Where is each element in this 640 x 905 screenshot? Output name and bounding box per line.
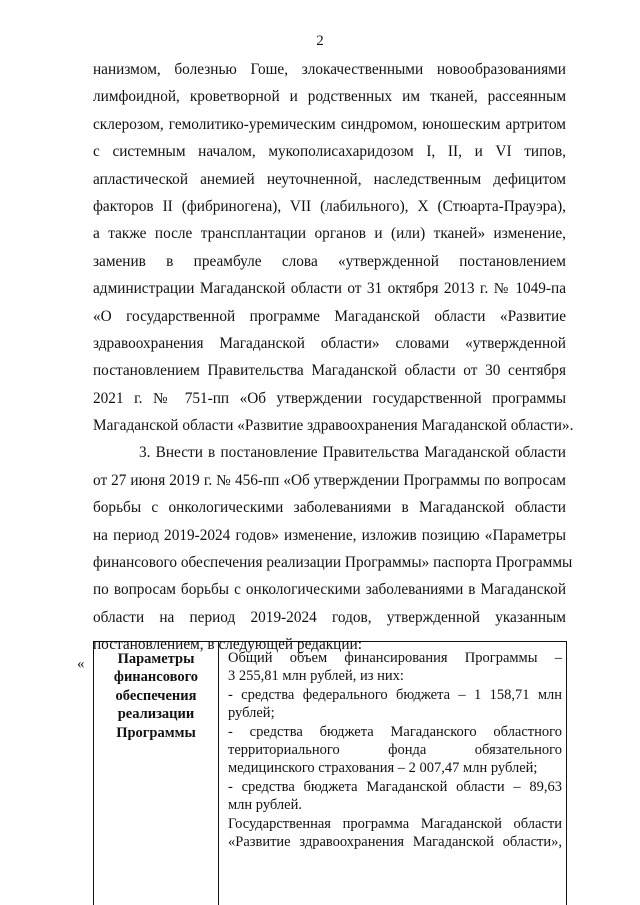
- value-line: 3 255,81 млн рублей, из них:: [228, 668, 404, 685]
- value-line: медицинского страхования – 2 007,47 млн рублей;: [228, 760, 538, 777]
- text-line: 2021 г. № 751-пп «Об утверждении государственной программы: [93, 389, 566, 407]
- value-line: млн рублей.: [228, 797, 302, 814]
- label-line: Параметры: [117, 651, 195, 667]
- item-3-line: 3. Внести в постановление Правительства Магаданской области: [139, 444, 566, 462]
- page-number: 2: [316, 33, 324, 49]
- text-line: апластической анемией неуточненной, наследственным дефицитом: [93, 170, 566, 188]
- text-line: нанизмом, болезнью Гоше, злокачественными новообразованиями: [93, 61, 566, 78]
- value-line: - средства федерального бюджета – 1 158,71 млн: [228, 686, 562, 703]
- financing-parameters-table: [93, 641, 567, 905]
- text-line: «О государственной программе Магаданской области «Развитие: [93, 307, 566, 325]
- label-line: финансового: [113, 669, 199, 686]
- text-line: лимфоидной, кроветворной и родственных им тканей, рассеянным: [93, 88, 566, 106]
- item-3-line: от 27 июня 2019 г. № 456-пп «Об утверждении Программы по вопросам: [93, 471, 566, 489]
- item-3-line: области на период 2019-2024 годов, утвержденной указанным: [93, 608, 566, 626]
- table-value-cell: [219, 642, 566, 905]
- body-text: [93, 56, 574, 659]
- text-line: заменив в преамбуле слова «утвержденной постановлением: [93, 252, 566, 270]
- item-3-line: по вопросам борьбы с онкологическими заболеваниями в Магаданской: [93, 581, 566, 599]
- label-line: Программы: [116, 724, 196, 741]
- item-3-line: борьбы с онкологическими заболеваниями в Магаданской области: [93, 499, 566, 517]
- table-label-cell: [94, 642, 219, 905]
- value-line: - средства бюджета Магаданской области – 89,63: [228, 778, 562, 795]
- value-line: Общий объем финансирования Программы –: [228, 650, 562, 666]
- value-line: территориального фонда обязательного: [228, 742, 562, 759]
- text-line: Магаданской области «Развитие здравоохранения Магаданской области».: [93, 417, 574, 435]
- text-line: склерозом, гемолитико-уремическим синдромом, юношеским артритом: [93, 115, 566, 133]
- text-line: с системным началом, мукополисахаридозом I, II, и VI типов,: [93, 143, 566, 161]
- value-line: «Развитие здравоохранения Магаданской области»,: [228, 834, 562, 851]
- opening-quote: «: [77, 656, 85, 672]
- item-3-line: на период 2019-2024 годов» изменение, изложив позицию «Параметры: [93, 526, 566, 544]
- text-line: факторов II (фибриногена), VII (лабильного), X (Стюарта-Прауэра),: [93, 197, 566, 215]
- value-line: Государственная программа Магаданской области: [228, 815, 562, 832]
- text-line: а также после трансплантации органов и (или) тканей» изменение,: [93, 225, 566, 243]
- label-line: обеспечения: [115, 687, 197, 704]
- item-3-line: финансового обеспечения реализации Программы» паспорта Программы: [93, 554, 573, 572]
- text-line: постановлением Правительства Магаданской области от 30 сентября: [93, 362, 566, 380]
- value-line: - средства бюджета Магаданского областного: [228, 723, 562, 740]
- value-line: рублей;: [228, 705, 275, 722]
- item-3-line: постановлением, в следующей редакции:: [93, 636, 362, 654]
- text-line: здравоохранения Магаданской области» словами «утвержденной: [93, 334, 566, 352]
- text-line: администрации Магаданской области от 31 октября 2013 г. № 1049-па: [93, 280, 566, 298]
- label-line: реализации: [117, 706, 195, 723]
